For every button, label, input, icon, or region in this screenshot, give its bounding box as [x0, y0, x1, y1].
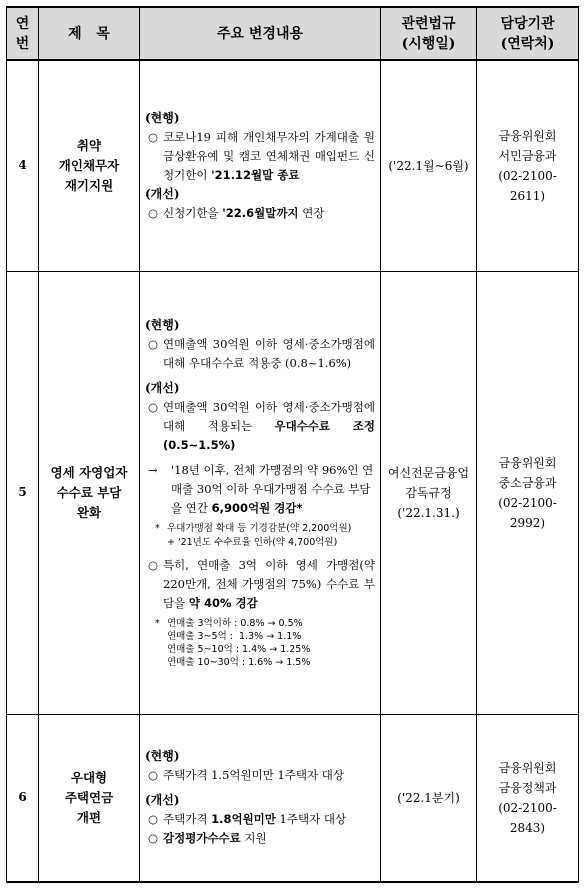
footnote: * 우대가맹점 확대 등 기경감분(약 2,200억원): [155, 523, 352, 534]
row-number: 5: [7, 271, 39, 714]
row-content: [140, 60, 381, 271]
row-number: 6: [7, 714, 39, 882]
current-item: ○ 코로나19 피해 개인채무자의 가계대출 원금상환유예 및 캠코 연체채권 매입펀드 신청기한이 '21.12월말 종료: [148, 129, 375, 182]
table-row: [7, 271, 579, 714]
policy-change-table: [6, 6, 579, 883]
effect-item: → '18년 이후, 전체 가맹점의 약 96%인 연매출 30억 이하 우대가맹점 수수료 부담을 연간 6,900억원 경감*: [148, 463, 374, 515]
row-org: 금융위원회 서민금융과 (02-2100- 2611): [477, 60, 579, 271]
header-org: 담당기관 (연락처): [477, 7, 579, 60]
row-law: ('22.1분기): [381, 714, 477, 882]
current-label: (현행): [145, 318, 180, 332]
improved-item: ○ 신청기한을 '22.6월말까지 연장: [148, 205, 325, 220]
row-title: 취약 개인채무자 재기지원: [39, 60, 140, 271]
improved-label: (개선): [145, 186, 180, 201]
footnote: + '21년도 수수료율 인하(약 4,700억원): [167, 537, 338, 548]
rate-note: 연매출 3~5억 : 1.3% → 1.1%: [167, 631, 302, 642]
improved-label: (개선): [145, 381, 180, 395]
row-title: 우대형 주택연금 개편: [39, 714, 140, 882]
table-row: [7, 60, 579, 271]
current-item: ○ 주택가격 1.5억원미만 1주택자 대상: [148, 768, 344, 783]
header-law: 관련법규 (시행일): [381, 7, 477, 60]
current-label: (현행): [145, 749, 180, 764]
row-law: 여신전문금융업 감독규정 ('22.1.31.): [381, 271, 477, 714]
row-org: 금융위원회 금융정책과 (02-2100- 2843): [477, 714, 579, 882]
row-content: [140, 714, 381, 882]
improved-item: ○ 주택가격 1.8억원미만 1주택자 대상: [148, 812, 347, 827]
current-label: (현행): [145, 110, 180, 125]
improved-item: ○ 연매출액 30억원 이하 영세·중소가맹점에 대해 적용되는 우대수수료 조정(0.5~1.5%): [148, 400, 375, 452]
rate-note: 연매출 10~30억 : 1.6% → 1.5%: [167, 657, 311, 668]
row-title: 영세 자영업자 수수료 부담 완화: [39, 271, 140, 714]
row-law: ('22.1월~6월): [381, 60, 477, 271]
improved-item: ○ 감정평가수수료 지원: [148, 831, 267, 846]
row-number: 4: [7, 60, 39, 271]
current-item: ○ 연매출액 30억원 이하 영세·중소가맹점에 대해 우대수수료 적용중 (0.8~1.6%): [148, 337, 375, 370]
improved-label: (개선): [145, 793, 180, 808]
header-no: 연번: [7, 7, 39, 60]
row-org: 금융위원회 중소금융과 (02-2100- 2992): [477, 271, 579, 714]
row-content: [140, 271, 381, 714]
table-header-row: [7, 7, 579, 60]
special-item: ○ 특히, 연매출 3억 이하 영세 가맹점(약 220만개, 전체 가맹점의 75%) 수수료 부담을 약 40% 경감: [148, 558, 375, 610]
header-title: 제 목: [39, 7, 140, 60]
header-content: 주요 변경내용: [140, 7, 381, 60]
rate-note: 연매출 5~10억 : 1.4% → 1.25%: [167, 644, 311, 655]
table-row: [7, 714, 579, 882]
rate-note: * 연매출 3억이하 : 0.8% → 0.5%: [155, 618, 303, 629]
